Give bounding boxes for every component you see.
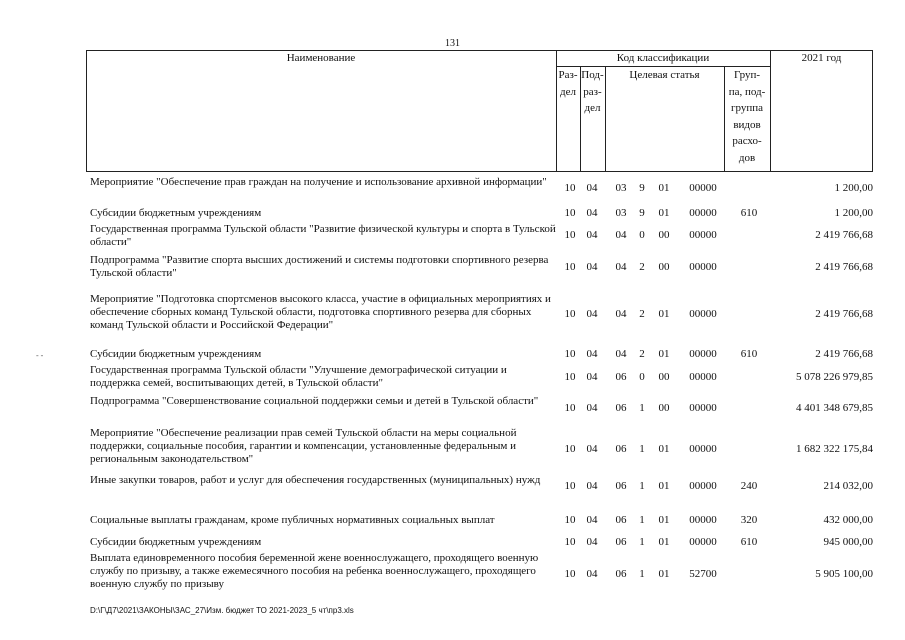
cell-razdel: 10	[564, 207, 576, 219]
header-classification: Код классификации	[616, 52, 710, 64]
row-name: Выплата единовременного пособия беременной жене военнослужащего, проходящего военную службу по призыву, а также ежемесячного пособия на ребенка военнослужащего, проходящего военную службу по призыву	[90, 552, 539, 590]
scan-mark: - -	[36, 351, 44, 360]
cell-podrazdel: 04	[586, 371, 598, 383]
row-name: Субсидии бюджетным учреждениям	[90, 348, 262, 360]
cell-napr: 00000	[689, 182, 717, 194]
cell-amount: 945 000,00	[823, 536, 873, 548]
cell-podprog: 1	[639, 514, 645, 526]
row-name: Мероприятие "Подготовка спортсменов высокого класса, участие в официальных мероприятиях и обеспечение сборных команд Тульской области, подготовка спортивного резерва для сборных команд Тульской области и Российской Федерации"	[90, 293, 551, 331]
cell-amount: 1 200,00	[834, 207, 873, 219]
cell-napr: 00000	[689, 536, 717, 548]
cell-napr: 00000	[689, 480, 717, 492]
cell-amount: 4 401 348 679,85	[796, 402, 873, 414]
cell-amount: 2 419 766,68	[815, 229, 873, 241]
cell-amount: 432 000,00	[823, 514, 873, 526]
cell-osn: 01	[658, 536, 670, 548]
cell-prog: 06	[615, 443, 627, 455]
cell-podprog: 9	[639, 182, 645, 194]
cell-napr: 00000	[689, 261, 717, 273]
cell-razdel: 10	[564, 443, 576, 455]
cell-razdel: 10	[564, 229, 576, 241]
header-expense-group: Груп- па, под- группа видов расхо- дов	[728, 69, 766, 164]
cell-prog: 04	[615, 308, 627, 320]
cell-vid: 610	[740, 536, 758, 548]
cell-vid: 240	[740, 480, 758, 492]
cell-osn: 01	[658, 480, 670, 492]
cell-napr: 00000	[689, 443, 717, 455]
cell-podrazdel: 04	[586, 480, 598, 492]
cell-podprog: 1	[639, 536, 645, 548]
cell-amount: 1 200,00	[834, 182, 873, 194]
cell-razdel: 10	[564, 308, 576, 320]
cell-podrazdel: 04	[586, 514, 598, 526]
cell-prog: 04	[615, 261, 627, 273]
cell-podprog: 1	[639, 480, 645, 492]
cell-osn: 01	[658, 568, 670, 580]
cell-osn: 01	[658, 182, 670, 194]
cell-podrazdel: 04	[586, 229, 598, 241]
row-name: Подпрограмма "Развитие спорта высших достижений и системы подготовки спортивного резерва Тульской области"	[90, 254, 549, 279]
cell-podrazdel: 04	[586, 568, 598, 580]
cell-razdel: 10	[564, 348, 576, 360]
cell-podprog: 2	[639, 308, 645, 320]
cell-vid: 610	[740, 348, 758, 360]
cell-podrazdel: 04	[586, 443, 598, 455]
footer-file-path: D:\Г\Д7\2021\ЗАКОНЫ\ЗАС_27\Изм. бюджет ТО 2021-2023_5 чт\пр3.xls	[90, 606, 354, 615]
row-name: Мероприятие "Обеспечение реализации прав семей Тульской области на меры социальной поддержки, социальные пособия, гарантии и компенсации, установленные федеральным и региональным законодательством"	[90, 427, 517, 465]
row-name: Государственная программа Тульской области "Улучшение демографической ситуации и поддержка семей, воспитывающих детей, в Тульской области"	[90, 364, 507, 389]
cell-prog: 06	[615, 371, 627, 383]
cell-podprog: 2	[639, 261, 645, 273]
cell-napr: 52700	[689, 568, 717, 580]
cell-prog: 06	[615, 568, 627, 580]
cell-razdel: 10	[564, 568, 576, 580]
cell-podprog: 2	[639, 348, 645, 360]
cell-napr: 00000	[689, 207, 717, 219]
cell-prog: 06	[615, 536, 627, 548]
header-name: Наименование	[286, 52, 356, 64]
cell-osn: 00	[658, 371, 670, 383]
page-number: 131	[445, 38, 460, 49]
cell-razdel: 10	[564, 371, 576, 383]
cell-napr: 00000	[689, 402, 717, 414]
cell-razdel: 10	[564, 480, 576, 492]
row-name: Подпрограмма "Совершенствование социальной поддержки семьи и детей в Тульской области"	[90, 395, 539, 407]
cell-osn: 00	[658, 229, 670, 241]
cell-osn: 00	[658, 261, 670, 273]
cell-podrazdel: 04	[586, 182, 598, 194]
header-target-article: Целевая статья	[629, 69, 700, 81]
cell-razdel: 10	[564, 402, 576, 414]
cell-osn: 01	[658, 207, 670, 219]
cell-podrazdel: 04	[586, 536, 598, 548]
cell-napr: 00000	[689, 229, 717, 241]
cell-podrazdel: 04	[586, 402, 598, 414]
cell-osn: 01	[658, 308, 670, 320]
row-name: Государственная программа Тульской области "Развитие физической культуры и спорта в Тульской области"	[90, 223, 556, 248]
cell-osn: 01	[658, 514, 670, 526]
cell-vid: 610	[740, 207, 758, 219]
cell-podrazdel: 04	[586, 308, 598, 320]
cell-razdel: 10	[564, 514, 576, 526]
cell-podprog: 0	[639, 229, 645, 241]
cell-prog: 06	[615, 402, 627, 414]
cell-amount: 2 419 766,68	[815, 261, 873, 273]
row-name: Субсидии бюджетным учреждениям	[90, 536, 262, 548]
row-name: Мероприятие "Обеспечение прав граждан на получение и использование архивной информации"	[90, 176, 547, 188]
cell-osn: 00	[658, 402, 670, 414]
cell-prog: 03	[615, 182, 627, 194]
cell-podprog: 1	[639, 443, 645, 455]
cell-napr: 00000	[689, 371, 717, 383]
cell-napr: 00000	[689, 514, 717, 526]
cell-prog: 04	[615, 229, 627, 241]
cell-podprog: 0	[639, 371, 645, 383]
cell-prog: 06	[615, 514, 627, 526]
cell-podrazdel: 04	[586, 207, 598, 219]
row-name: Социальные выплаты гражданам, кроме публичных нормативных социальных выплат	[90, 514, 495, 526]
row-name: Иные закупки товаров, работ и услуг для обеспечения государственных (муниципальных) нужд	[90, 474, 541, 486]
cell-razdel: 10	[564, 536, 576, 548]
header-razdel: Раз- дел	[558, 69, 578, 98]
cell-amount: 1 682 322 175,84	[796, 443, 873, 455]
cell-podprog: 9	[639, 207, 645, 219]
cell-osn: 01	[658, 443, 670, 455]
cell-amount: 2 419 766,68	[815, 348, 873, 360]
cell-amount: 2 419 766,68	[815, 308, 873, 320]
cell-napr: 00000	[689, 348, 717, 360]
cell-podrazdel: 04	[586, 348, 598, 360]
cell-razdel: 10	[564, 261, 576, 273]
cell-osn: 01	[658, 348, 670, 360]
cell-napr: 00000	[689, 308, 717, 320]
cell-prog: 06	[615, 480, 627, 492]
row-name: Субсидии бюджетным учреждениям	[90, 207, 262, 219]
cell-podrazdel: 04	[586, 261, 598, 273]
header-year: 2021 год	[801, 52, 842, 64]
divider	[770, 50, 771, 172]
cell-prog: 04	[615, 348, 627, 360]
cell-prog: 03	[615, 207, 627, 219]
cell-podprog: 1	[639, 402, 645, 414]
cell-amount: 5 078 226 979,85	[796, 371, 873, 383]
cell-razdel: 10	[564, 182, 576, 194]
header-podrazdel: Под- раз- дел	[581, 69, 604, 114]
cell-vid: 320	[740, 514, 758, 526]
cell-amount: 214 032,00	[823, 480, 873, 492]
cell-podprog: 1	[639, 568, 645, 580]
cell-amount: 5 905 100,00	[815, 568, 873, 580]
